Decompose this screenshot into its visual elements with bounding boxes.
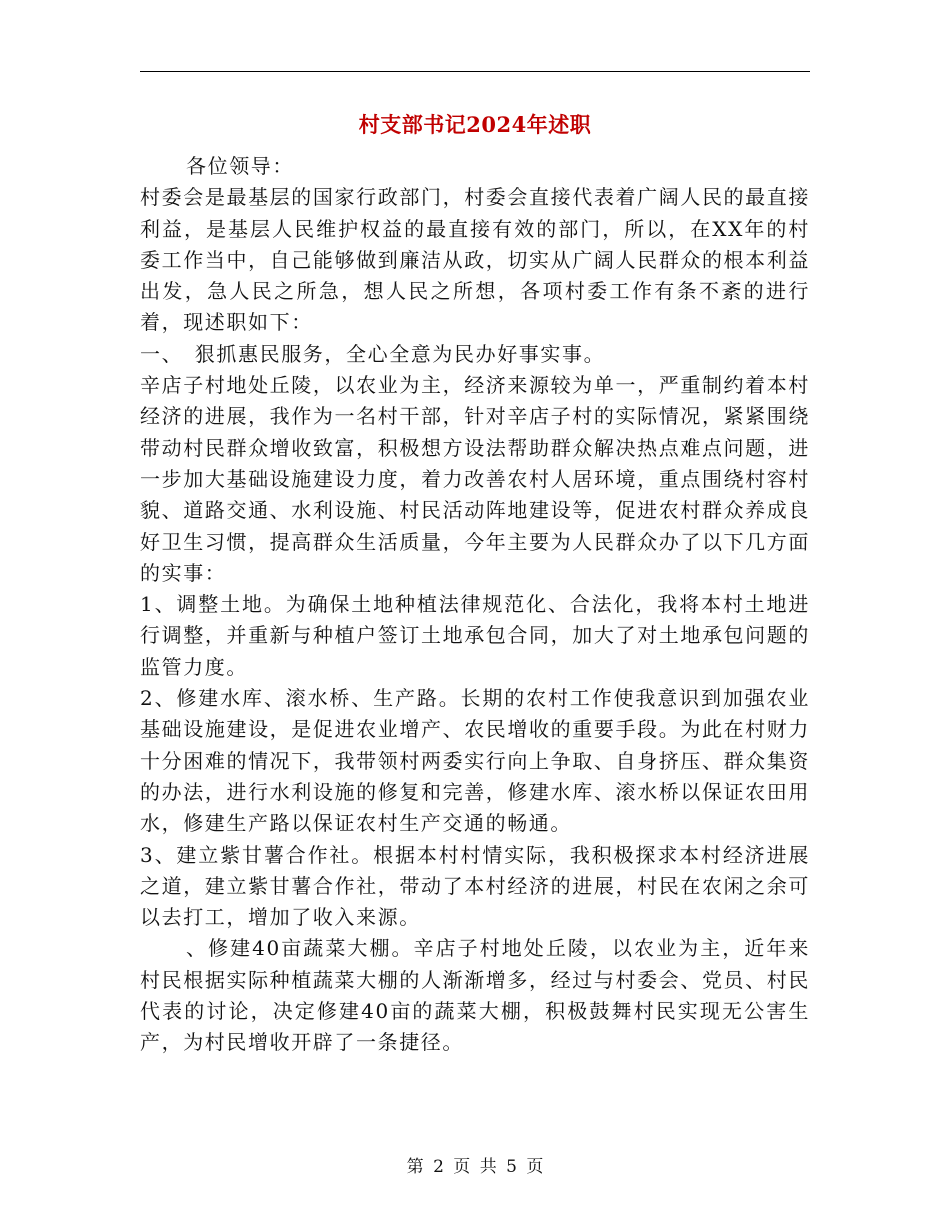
body-paragraph: 辛店子村地处丘陵，以农业为主，经济来源较为单一，严重制约着本村经济的进展，我作为一名村干部，针对辛店子村的实际情况，紧紧围绕带动村民群众增收致富，积极想方设法帮助群众解决热点难点问题，进一步加大基础设施建设力度，着力改善农村人居环境，重点围绕村容村貌、道路交通、水利设施、村民活动阵地建设等，促进农村群众养成良好卫生习惯，提高群众生活质量，今年主要为人民群众办了以下几方面的实事： [140,373,810,585]
salutation: 各位领导： [186,154,294,178]
section-heading: 一、 狠抓惠民服务，全心全意为民办好事实事。 [140,341,606,366]
document-title: 村支部书记2024年述职 [358,112,592,137]
list-item-2: 2、修建水库、滚水桥、生产路。长期的农村工作使我意识到加强农业基础设施建设，是促进农业增产、农民增收的重要手段。为此在村财力十分困难的情况下，我带领村两委实行向上争取、自身挤压、群众集资的办法，进行水利设施的修复和完善，修建水库、滚水桥以保证农田用水，修建生产路以保证农村生产交通的畅通。 [140,686,810,836]
list-item-4: 、修建40亩蔬菜大棚。辛店子村地处丘陵，以农业为主，近年来村民根据实际种植蔬菜大棚的人渐渐增多，经过与村委会、党员、村民代表的讨论，决定修建40亩的蔬菜大棚，积极鼓舞村民实现无公害生产，为村民增收开辟了一条捷径。 [140,936,810,1055]
intro-paragraph: 村委会是最基层的国家行政部门，村委会直接代表着广阔人民的最直接利益，是基层人民维护权益的最直接有效的部门，所以，在XX年的村委工作当中，自己能够做到廉洁从政，切实从广阔人民群众的根本利益出发，急人民之所急，想人民之所想，各项村委工作有条不紊的进行着，现述职如下： [140,185,810,335]
document-body [140,151,810,1059]
list-item-3: 3、建立紫甘薯合作社。根据本村村情实际，我积极探求本村经济进展之道，建立紫甘薯合作社，带动了本村经济的进展，村民在农闲之余可以去打工，增加了收入来源。 [140,842,810,930]
page-number: 第 2 页 共 5 页 [406,1157,544,1177]
header-rule [140,71,810,72]
list-item-1: 1、调整土地。为确保土地种植法律规范化、合法化，我将本村土地进行调整，并重新与种植户签订土地承包合同，加大了对土地承包问题的监管力度。 [140,592,810,679]
